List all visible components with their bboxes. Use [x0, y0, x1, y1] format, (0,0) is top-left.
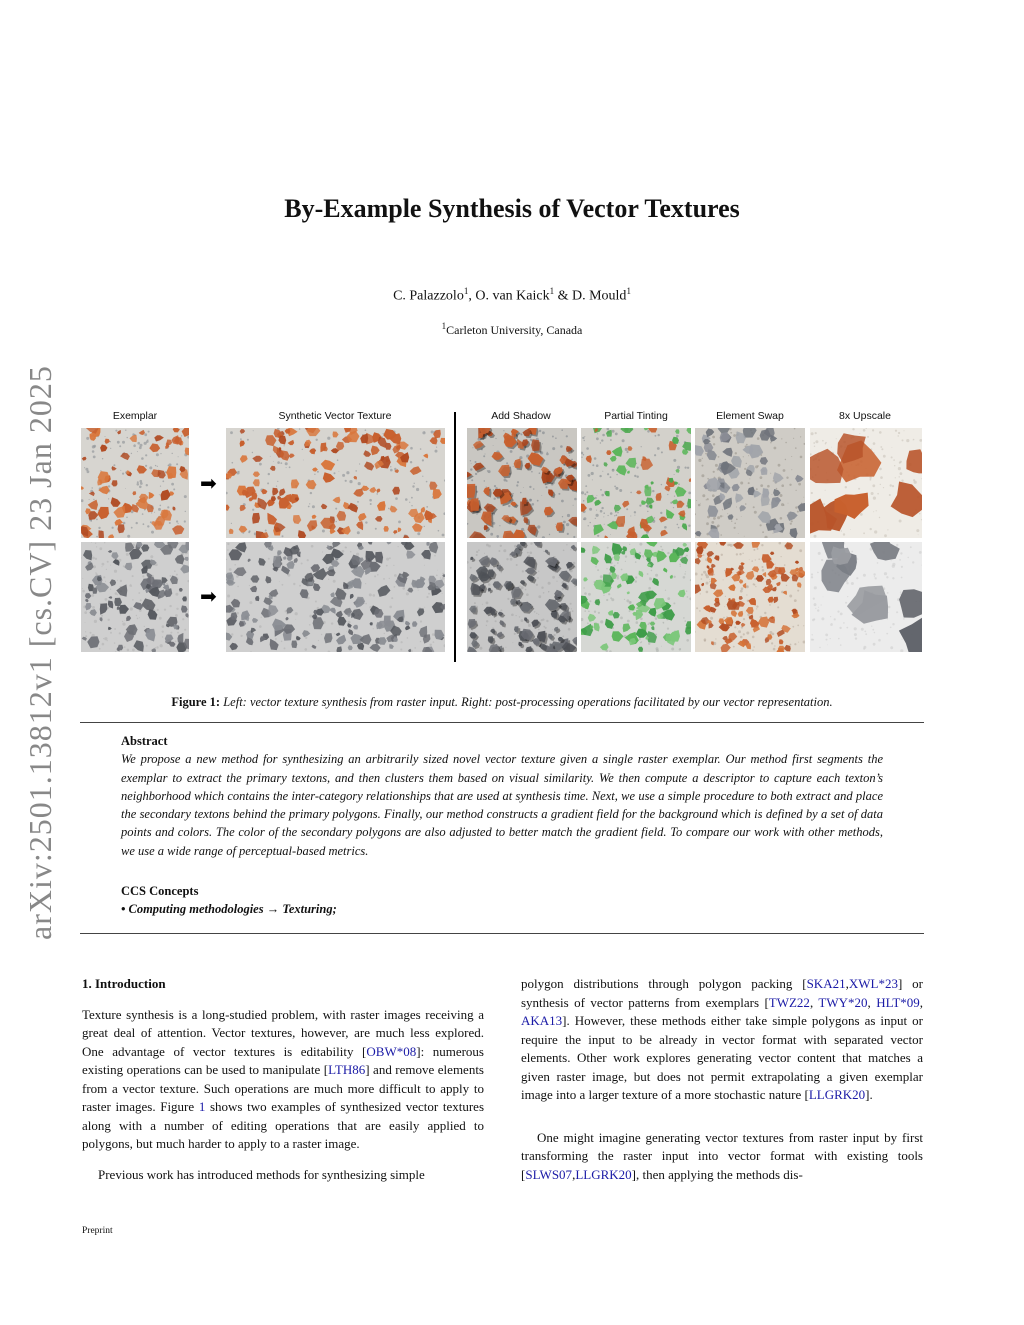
ccs-concepts [121, 882, 883, 918]
rule-top [80, 722, 924, 723]
text-run: One might imagine generating vector textures from raster input by first transforming the raster input into vector format with existing tools [ [521, 1129, 923, 1182]
citation-link[interactable]: XWL*23 [848, 976, 898, 991]
citation-link[interactable]: SLWS07 [525, 1166, 573, 1182]
figure-link[interactable]: 1 [198, 1099, 206, 1114]
text-run: polygon distributions through polygon packing [ [521, 976, 807, 991]
rule-bottom [80, 933, 924, 934]
tile-shadow-rust [467, 428, 577, 538]
label-partial-tinting: Partial Tinting [604, 410, 668, 422]
tile-upscale-rust [810, 428, 922, 538]
citation-link[interactable]: OBW*08 [366, 1043, 417, 1059]
arxiv-stamp: arXiv:2501.13812v1 [cs.CV] 23 Jan 2025 [22, 365, 58, 940]
intro-paragraph-1 [82, 1006, 484, 1154]
citation-link[interactable]: HLT*09 [876, 994, 920, 1010]
tile-synth-granite [226, 542, 445, 652]
affiliation-mark: 1 [441, 321, 447, 331]
paper-title: By-Example Synthesis of Vector Textures [284, 194, 740, 223]
figure-divider [454, 412, 456, 662]
tile-exemplar-granite [81, 542, 189, 652]
citation-link[interactable]: TWZ22 [768, 994, 810, 1010]
text-run: Texture synthesis is a long-studied problem, with raster images receiving a great deal of attention. Vector textures, however, are much less explored. One advantage of vector textures is editability [ [82, 1006, 484, 1059]
tile-tint-granite [581, 542, 691, 652]
citation-link[interactable]: SKA21 [806, 976, 846, 991]
label-element-swap: Element Swap [716, 410, 784, 422]
text-run: ], then applying the methods dis- [631, 1166, 803, 1182]
author-affil-mark: 1 [463, 286, 469, 296]
affiliation [0, 321, 1024, 338]
text-run: ] or synthesis of vector patterns from exemplars [ [521, 976, 923, 1010]
tile-swap-granite [695, 542, 805, 652]
right-paragraph-1: polygon distributions through polygon packing [SKA21,XWL*23] or synthesis of vector patterns from exemplars [TWZ22, TWY*20, HLT*09, AKA13]. However, these methods either take simple polygons as input or require the input to be already in vector format with separated vector elements. Other work explores generating vector content that matches a given raster image, but does not permit extrapolating a given exemplar image into a larger texture of a more stochastic nature [LLGRK20]. [521, 976, 924, 1102]
citation-link[interactable]: TWY*20 [818, 994, 868, 1010]
caption-lead: Figure 1: [171, 695, 221, 709]
citation-link[interactable]: LLGRK20 [575, 1166, 632, 1182]
section-heading-introduction: 1. Introduction [82, 976, 166, 991]
text-run: ]. However, these methods either take simple polygons as input or require the input to be already in vector format with separated vector elements. Other work explores generating vector content that matches a given raster image, but does not permit extrapolating a given exemplar image into a larger texture of a more stochastic nature [ [521, 1013, 923, 1102]
author-affil-mark: 1 [626, 286, 631, 296]
intro-paragraph-2: Previous work has introduced methods for synthesizing simple [98, 1166, 425, 1182]
arrow-right-icon: ➡ [200, 471, 217, 495]
label-synthetic: Synthetic Vector Texture [278, 410, 392, 422]
column-left [82, 975, 484, 1196]
text-run: ]. [865, 1087, 873, 1102]
tile-upscale-granite [810, 542, 922, 652]
figure-1 [80, 410, 924, 666]
arrow-right-icon: ➡ [200, 584, 217, 608]
tile-synth-rust [226, 428, 445, 538]
citation-link[interactable]: LLGRK20 [808, 1087, 866, 1102]
tile-swap-rust [695, 428, 805, 538]
text-run: ] and remove elements from a vector texture. Such operations are much more difficult to apply to raster images. Figure [82, 1062, 484, 1114]
citation-link[interactable]: AKA13 [521, 1013, 563, 1028]
caption-text: Left: vector texture synthesis from raster input. Right: post-processing operations facilitated by our vector representation. [223, 695, 833, 709]
text-run: shows two examples of synthesized vector textures along with a number of editing operations that are easily applied to polygons, but much harder to apply to a raster image. [82, 1099, 484, 1151]
author-list [0, 286, 1024, 305]
author-name: C. Palazzolo [393, 288, 464, 304]
figure-caption [80, 695, 924, 710]
abstract-heading: Abstract [121, 734, 168, 748]
label-8x-upscale: 8x Upscale [839, 410, 891, 422]
citation-link[interactable]: LTH86 [328, 1062, 366, 1077]
author-separator: , [468, 288, 476, 304]
ccs-heading: CCS Concepts [121, 884, 199, 898]
ccs-item: • Computing methodologies → Texturing; [121, 902, 337, 916]
text-run: ]: numerous existing operations can be used to manipulate [ [82, 1043, 484, 1077]
author-name: D. Mould [571, 288, 627, 304]
label-exemplar: Exemplar [112, 410, 158, 422]
tile-shadow-granite [467, 542, 577, 652]
column-right [521, 975, 923, 1196]
author-separator: & [554, 288, 572, 304]
abstract [121, 732, 883, 860]
abstract-text: We propose a new method for synthesizing an arbitrarily sized novel vector texture given a single raster exemplar. Our method first segments the exemplar to extract the primary textons, and then clusters them based on visual similarity. We then compute a descriptor to capture each texton’s neighborhood which contains the inter-category relationships that are used at synthesis time. Next, we use a simple procedure to both extract and place the secondary textons behind the primary polygons. Finally, our method constructs a gradient field for the background which is defined by a set of data points and colors. The color of the secondary polygons are also adjusted to better match the gradient field. To compare our work with other methods, we use a wide range of perceptual-based metrics. [121, 752, 883, 858]
author-name: O. van Kaick [475, 288, 550, 304]
footer-preprint: Preprint [82, 1226, 113, 1236]
right-paragraph-2: One might imagine generating vector textures from raster input by first transforming the raster input into vector format with existing tools [SLWS07,LLGRK20], then applying the methods dis- [521, 1129, 923, 1182]
author-affil-mark: 1 [549, 286, 555, 296]
affiliation-text: Carleton University, Canada [446, 323, 583, 337]
tile-tint-rust [581, 428, 691, 538]
label-add-shadow: Add Shadow [491, 410, 551, 422]
tile-exemplar-rust [81, 428, 189, 538]
